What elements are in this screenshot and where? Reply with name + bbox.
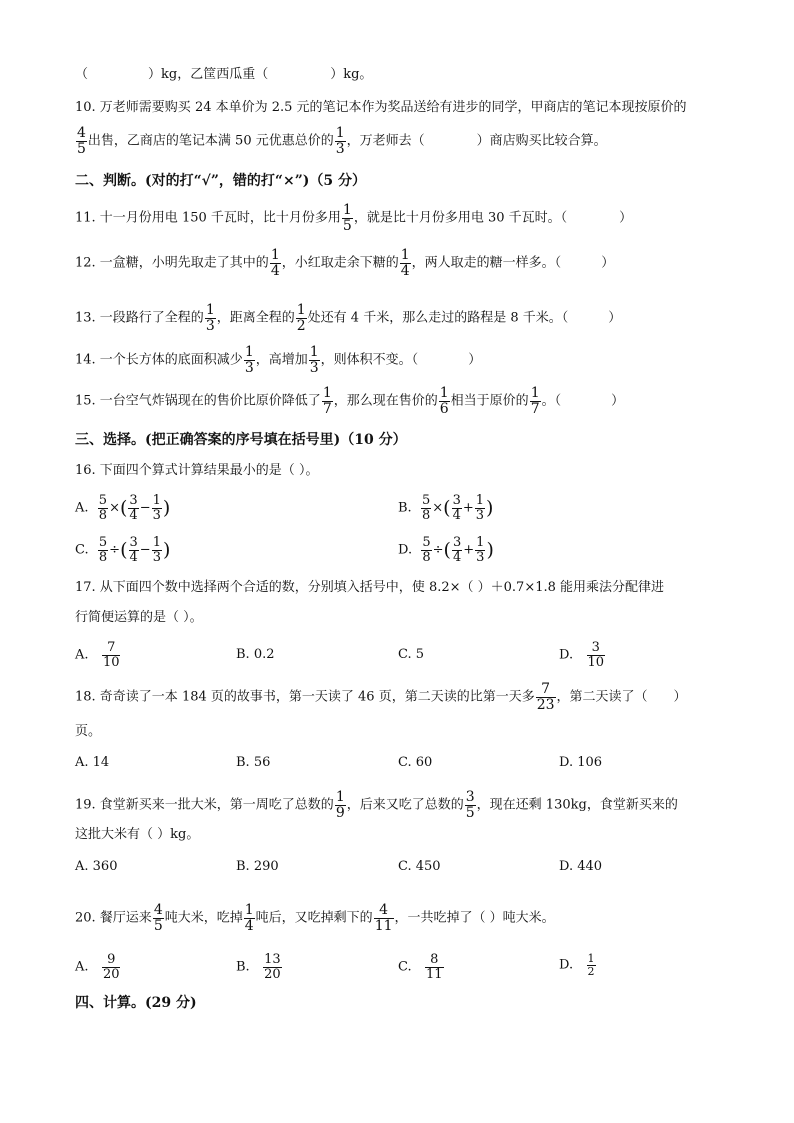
q11 bbox=[75, 203, 632, 233]
section-2-heading: 二、判断。(对的打“√”，错的打“×”)（5 分） bbox=[75, 173, 367, 189]
text: （ bbox=[75, 67, 89, 82]
text: ，那么现在售价的 bbox=[333, 393, 438, 409]
text: 出售，乙商店的笔记本满 50 元优惠总价的 bbox=[87, 133, 334, 149]
q19-option-b: B. 290 bbox=[236, 859, 279, 874]
q20-option-b: B. $\frac{13}{20}$ bbox=[236, 952, 281, 982]
text: 相当于原价的 bbox=[450, 393, 529, 409]
fraction: $\frac{1}{4}$ bbox=[244, 902, 254, 934]
text: ） bbox=[619, 210, 633, 226]
fraction: $\frac{1}{4}$ bbox=[400, 247, 410, 279]
q14 bbox=[75, 345, 481, 375]
text: 10. 万老师需要购买 24 本单价为 2.5 元的笔记本作为奖品送给有进步的同学，甲商店的笔记本现按原价的 bbox=[75, 100, 687, 115]
q17-line1: 17. 从下面四个数中选择两个合适的数，分别填入括号中，使 8.2×（ ）＋0.7×1.8 能用乘法分配律进 bbox=[75, 580, 665, 595]
fraction: $\frac{1}{3}$ bbox=[309, 344, 319, 376]
q18-option-b: B. 56 bbox=[236, 755, 271, 770]
text: ，现在还剩 130kg，食堂新买来的 bbox=[476, 797, 678, 813]
text: ） bbox=[611, 393, 625, 409]
text: ）商店购买比较合算。 bbox=[476, 133, 607, 149]
text: 处还有 4 千米，那么走过的路程是 8 千米。（ bbox=[307, 310, 569, 326]
text: ） bbox=[673, 689, 687, 705]
q9-tail bbox=[75, 66, 372, 84]
q17-option-a: A. $\frac{7}{10}$ bbox=[75, 640, 120, 670]
fraction: $\frac{1}{2}$ bbox=[296, 302, 306, 334]
q19-line1 bbox=[75, 790, 678, 820]
q10-line2 bbox=[75, 126, 607, 156]
q17-option-d: D. $\frac{3}{10}$ bbox=[559, 640, 605, 670]
text: 11. 十一月份用电 150 千瓦时，比十月份多用 bbox=[75, 210, 341, 226]
fraction: $\frac{1}{3}$ bbox=[205, 302, 215, 334]
text: 12. 一盒糖，小明先取走了其中的 bbox=[75, 255, 269, 271]
q12 bbox=[75, 248, 614, 278]
q18-line1 bbox=[75, 682, 687, 712]
text: ）kg，乙筐西瓜重（ bbox=[148, 67, 269, 82]
text: ） bbox=[608, 310, 622, 326]
text: ，小红取走余下糖的 bbox=[281, 255, 399, 271]
fraction: $\frac{1}{5}$ bbox=[342, 202, 352, 234]
q17-option-b: B. 0.2 bbox=[236, 647, 275, 662]
q19-option-d: D. 440 bbox=[559, 859, 603, 874]
q19-option-a: A. 360 bbox=[75, 859, 118, 874]
q16-option-d: D. $\frac{5}{8}$ ÷( $\frac{3}{4}$ + $\frac{1}{3}$ ) bbox=[398, 535, 494, 565]
text: ，两人取走的糖一样多。（ bbox=[411, 255, 562, 271]
q19-line2: 这批大米有（ ）kg。 bbox=[75, 827, 200, 842]
q13 bbox=[75, 303, 621, 333]
q16-option-b: B. $\frac{5}{8}$ ×( $\frac{3}{4}$ + $\frac{1}{3}$ ) bbox=[398, 493, 494, 523]
text: ） bbox=[601, 255, 615, 271]
text: 吨后，又吃掉剩下的 bbox=[255, 910, 373, 926]
text: ，万老师去（ bbox=[346, 133, 425, 149]
fraction: $\frac{1}{3}$ bbox=[335, 125, 345, 157]
text: ，距离全程的 bbox=[216, 310, 295, 326]
text: 。（ bbox=[541, 393, 562, 409]
q18-option-c: C. 60 bbox=[398, 755, 433, 770]
fraction: $\frac{4}{11}$ bbox=[374, 902, 393, 934]
text: 20. 餐厅运来 bbox=[75, 910, 152, 926]
text: ，第二天读了（ bbox=[556, 689, 648, 705]
fraction: $\frac{1}{3}$ bbox=[244, 344, 254, 376]
q18-option-a: A. 14 bbox=[75, 755, 110, 770]
text: ，一共吃掉了（ ）吨大米。 bbox=[394, 910, 555, 926]
text: ，就是比十月份多用电 30 千瓦时。（ bbox=[353, 210, 568, 226]
text: ，高增加 bbox=[255, 352, 308, 368]
fraction: $\frac{4}{5}$ bbox=[77, 125, 86, 157]
text: 13. 一段路行了全程的 bbox=[75, 310, 204, 326]
text: ） bbox=[468, 352, 482, 368]
text: ）kg。 bbox=[330, 67, 373, 82]
q20-option-a: A. $\frac{9}{20}$ bbox=[75, 952, 120, 982]
fraction: $\frac{4}{5}$ bbox=[153, 902, 163, 934]
section-4-heading: 四、计算。(29 分) bbox=[75, 995, 197, 1011]
q20-option-c: C. $\frac{8}{11}$ bbox=[398, 952, 443, 982]
q16-option-c: C. $\frac{5}{8}$ ÷( $\frac{3}{4}$ − $\frac{1}{3}$ ) bbox=[75, 535, 171, 565]
q18-option-d: D. 106 bbox=[559, 755, 603, 770]
text: 15. 一台空气炸锅现在的售价比原价降低了 bbox=[75, 393, 321, 409]
q16-option-a: A. $\frac{5}{8}$ ×( $\frac{3}{4}$ − $\frac{1}{3}$ ) bbox=[75, 493, 171, 523]
q17-line2: 行简便运算的是（ ）。 bbox=[75, 610, 203, 625]
q16-stem: 16. 下面四个算式计算结果最小的是（ ）。 bbox=[75, 463, 319, 478]
q10-line1 bbox=[75, 99, 687, 117]
q17-option-c: C. 5 bbox=[398, 647, 425, 662]
text: 19. 食堂新买来一批大米，第一周吃了总数的 bbox=[75, 797, 334, 813]
text: 18. 奇奇读了一本 184 页的故事书，第一天读了 46 页，第二天读的比第一天多 bbox=[75, 689, 535, 705]
text: ，后来又吃了总数的 bbox=[346, 797, 464, 813]
q20 bbox=[75, 903, 555, 933]
text: ，则体积不变。（ bbox=[320, 352, 419, 368]
fraction: $\frac{1}{9}$ bbox=[335, 789, 345, 821]
fraction: $\frac{3}{5}$ bbox=[465, 789, 475, 821]
text: 吨大米，吃掉 bbox=[164, 910, 243, 926]
q20-option-d: D. $\frac{1}{2}$ bbox=[559, 952, 595, 978]
q19-option-c: C. 450 bbox=[398, 859, 441, 874]
text: 14. 一个长方体的底面积减少 bbox=[75, 352, 243, 368]
q15 bbox=[75, 386, 624, 416]
fraction: $\frac{1}{7}$ bbox=[530, 385, 540, 417]
section-3-heading: 三、选择。(把正确答案的序号填在括号里)（10 分） bbox=[75, 432, 407, 448]
fraction: $\frac{7}{23}$ bbox=[536, 681, 555, 713]
fraction: $\frac{1}{4}$ bbox=[270, 247, 280, 279]
fraction: $\frac{1}{6}$ bbox=[439, 385, 449, 417]
fraction: $\frac{1}{7}$ bbox=[322, 385, 332, 417]
q18-line2: 页。 bbox=[75, 724, 102, 739]
